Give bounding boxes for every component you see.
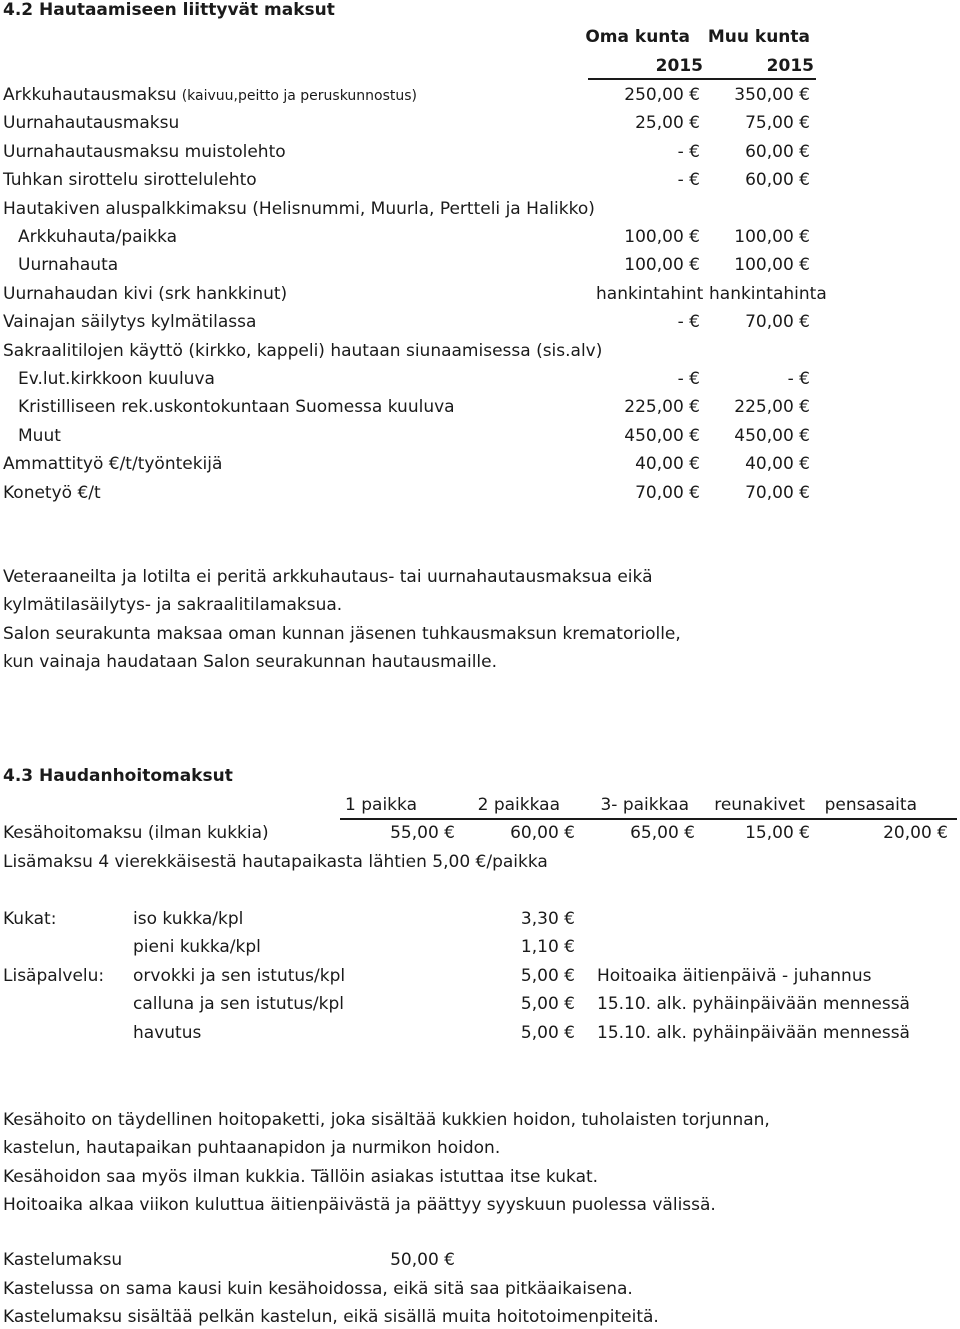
fee-row-value-muu: 225,00 € — [734, 397, 810, 418]
fee-row-value-oma: - € — [677, 170, 700, 191]
fee-row-label: Muut — [18, 425, 61, 446]
service-price: 1,10 € — [520, 937, 575, 958]
fee-row-value-oma: 25,00 € — [635, 113, 700, 134]
care-col-header: pensasaita — [824, 795, 917, 815]
summer-care-label: Kesähoitomaksu (ilman kukkia) — [3, 823, 269, 843]
year-header-muu: 2015 — [766, 56, 814, 76]
note-line: kylmätilasäilytys- ja sakraalitilamaksua. — [3, 595, 343, 616]
section-title-4-2: 4.2 Hautaamiseen liittyvät maksut — [3, 0, 335, 20]
watering-label: Kastelumaksu — [3, 1250, 123, 1270]
fee-row-label: Sakraalitilojen käyttö (kirkko, kappeli) hautaan siunaamisessa (sis.alv) — [3, 340, 603, 361]
fee-row-label: Tuhkan sirottelu sirottelulehto — [3, 170, 257, 191]
fee-row-value-oma: hankintahint — [596, 283, 704, 304]
service-category: Kukat: — [3, 909, 57, 929]
fee-row-value-oma: 100,00 € — [624, 255, 700, 276]
fee-row-value-oma: 100,00 € — [624, 227, 700, 247]
fee-row-label: Kristilliseen rek.uskontokuntaan Suomessa kuuluva — [18, 397, 455, 418]
fee-row-value-muu: 350,00 € — [734, 85, 810, 105]
fee-row-value-muu: 60,00 € — [745, 170, 810, 191]
summer-care-value: 20,00 € — [883, 823, 948, 843]
summer-care-value: 15,00 € — [745, 823, 810, 843]
fee-row-label: Uurnahaudan kivi (srk hankkinut) — [3, 283, 288, 304]
care-header-rule — [340, 818, 957, 820]
care-note-line: Kesähoidon saa myös ilman kukkia. Tällöin asiakas istuttaa itse kukat. — [3, 1166, 599, 1187]
service-item: pieni kukka/kpl — [133, 937, 261, 958]
col-header-oma-kunta: Oma kunta — [585, 27, 690, 47]
fee-row-value-muu: 60,00 € — [745, 141, 810, 162]
fee-row-value-oma: - € — [677, 369, 700, 389]
service-price: 5,00 € — [520, 965, 575, 986]
service-note: Hoitoaika äitienpäivä - juhannus — [597, 965, 872, 986]
note-line: kun vainaja haudataan Salon seurakunnan hautausmaille. — [3, 651, 498, 672]
fee-row-value-oma: - € — [677, 141, 700, 162]
care-col-header: reunakivet — [714, 795, 805, 815]
fee-row-label: Hautakiven aluspalkkimaksu (Helisnummi, Muurla, Pertteli ja Halikko) — [3, 198, 595, 219]
service-item: iso kukka/kpl — [133, 909, 244, 929]
service-price: 5,00 € — [520, 1022, 575, 1043]
fee-row-value-muu: - € — [787, 369, 810, 389]
fee-row-label: Arkkuhautausmaksu (kaivuu,peitto ja peruskunnostus) — [3, 85, 417, 105]
fee-row-label: Uurnahauta — [18, 255, 119, 276]
fee-row-value-oma: 250,00 € — [624, 85, 700, 105]
fee-row-value-muu: 70,00 € — [745, 482, 810, 503]
service-category: Lisäpalvelu: — [3, 965, 105, 986]
year-header-oma: 2015 — [655, 56, 703, 76]
fee-row-value-oma: 70,00 € — [635, 482, 700, 503]
fee-row-label: Arkkuhauta/paikka — [18, 227, 178, 247]
care-note-line: Hoitoaika alkaa viikon kuluttua äitienpäivästä ja päättyy syyskuun puolessa välissä. — [3, 1194, 716, 1215]
summer-care-value: 55,00 € — [390, 823, 455, 843]
note-line: Veteraaneilta ja lotilta ei peritä arkkuhautaus- tai uurnahautausmaksua eikä — [3, 567, 653, 587]
section-title-4-3: 4.3 Haudanhoitomaksut — [3, 766, 233, 786]
fee-row-label: Uurnahautausmaksu — [3, 113, 180, 134]
header-rule — [588, 78, 816, 80]
watering-note-1: Kastelussa on sama kausi kuin kesähoidossa, eikä sitä saa pitkäaikaisena. — [3, 1279, 633, 1299]
col-header-muu-kunta: Muu kunta — [707, 27, 810, 47]
fee-row-value-oma: 225,00 € — [624, 397, 700, 418]
summer-care-value: 65,00 € — [630, 823, 695, 843]
fee-row-value-oma: 40,00 € — [635, 454, 700, 475]
fee-row-value-muu: 100,00 € — [734, 227, 810, 247]
service-item: calluna ja sen istutus/kpl — [133, 994, 345, 1015]
care-col-header: 2 paikkaa — [477, 795, 560, 815]
watering-price: 50,00 € — [390, 1250, 455, 1270]
service-note: 15.10. alk. pyhäinpäivään mennessä — [597, 1022, 910, 1043]
care-col-header: 3- paikkaa — [600, 795, 689, 815]
fee-row-label: Uurnahautausmaksu muistolehto — [3, 141, 286, 162]
summer-care-value: 60,00 € — [510, 823, 575, 843]
extra-fee-text: Lisämaksu 4 vierekkäisestä hautapaikasta lähtien 5,00 €/paikka — [3, 852, 548, 872]
service-price: 5,00 € — [520, 994, 575, 1015]
care-note-line: kastelun, hautapaikan puhtaanapidon ja nurmikon hoidon. — [3, 1138, 501, 1159]
service-note: 15.10. alk. pyhäinpäivään mennessä — [597, 994, 910, 1015]
care-note-line: Kesähoito on täydellinen hoitopaketti, joka sisältää kukkien hoidon, tuholaisten torjunnan, — [3, 1110, 770, 1130]
fee-row-value-muu: 100,00 € — [734, 255, 810, 276]
fee-row-label: Konetyö €/t — [3, 482, 101, 503]
care-col-header: 1 paikka — [345, 795, 417, 815]
fee-row-value-muu: 40,00 € — [745, 454, 810, 475]
fee-row-value-muu: 70,00 € — [745, 312, 810, 333]
fee-row-label: Ev.lut.kirkkoon kuuluva — [18, 369, 215, 389]
service-item: havutus — [133, 1022, 202, 1043]
fee-row-value-muu: 450,00 € — [734, 425, 810, 446]
service-item: orvokki ja sen istutus/kpl — [133, 965, 346, 986]
fee-row-label: Vainajan säilytys kylmätilassa — [3, 312, 257, 333]
fee-row-value-muu: hankintahinta — [709, 283, 827, 304]
watering-note-2: Kastelumaksu sisältää pelkän kastelun, eikä sisällä muita hoitotoimenpiteitä. — [3, 1307, 659, 1327]
fee-row-value-oma: - € — [677, 312, 700, 333]
fee-row-value-oma: 450,00 € — [624, 425, 700, 446]
note-line: Salon seurakunta maksaa oman kunnan jäsenen tuhkausmaksun krematoriolle, — [3, 623, 681, 644]
service-price: 3,30 € — [520, 909, 575, 929]
fee-row-value-muu: 75,00 € — [745, 113, 810, 134]
fee-row-label: Ammattityö €/t/työntekijä — [3, 454, 223, 475]
fee-row-note: (kaivuu,peitto ja peruskunnostus) — [181, 88, 417, 104]
